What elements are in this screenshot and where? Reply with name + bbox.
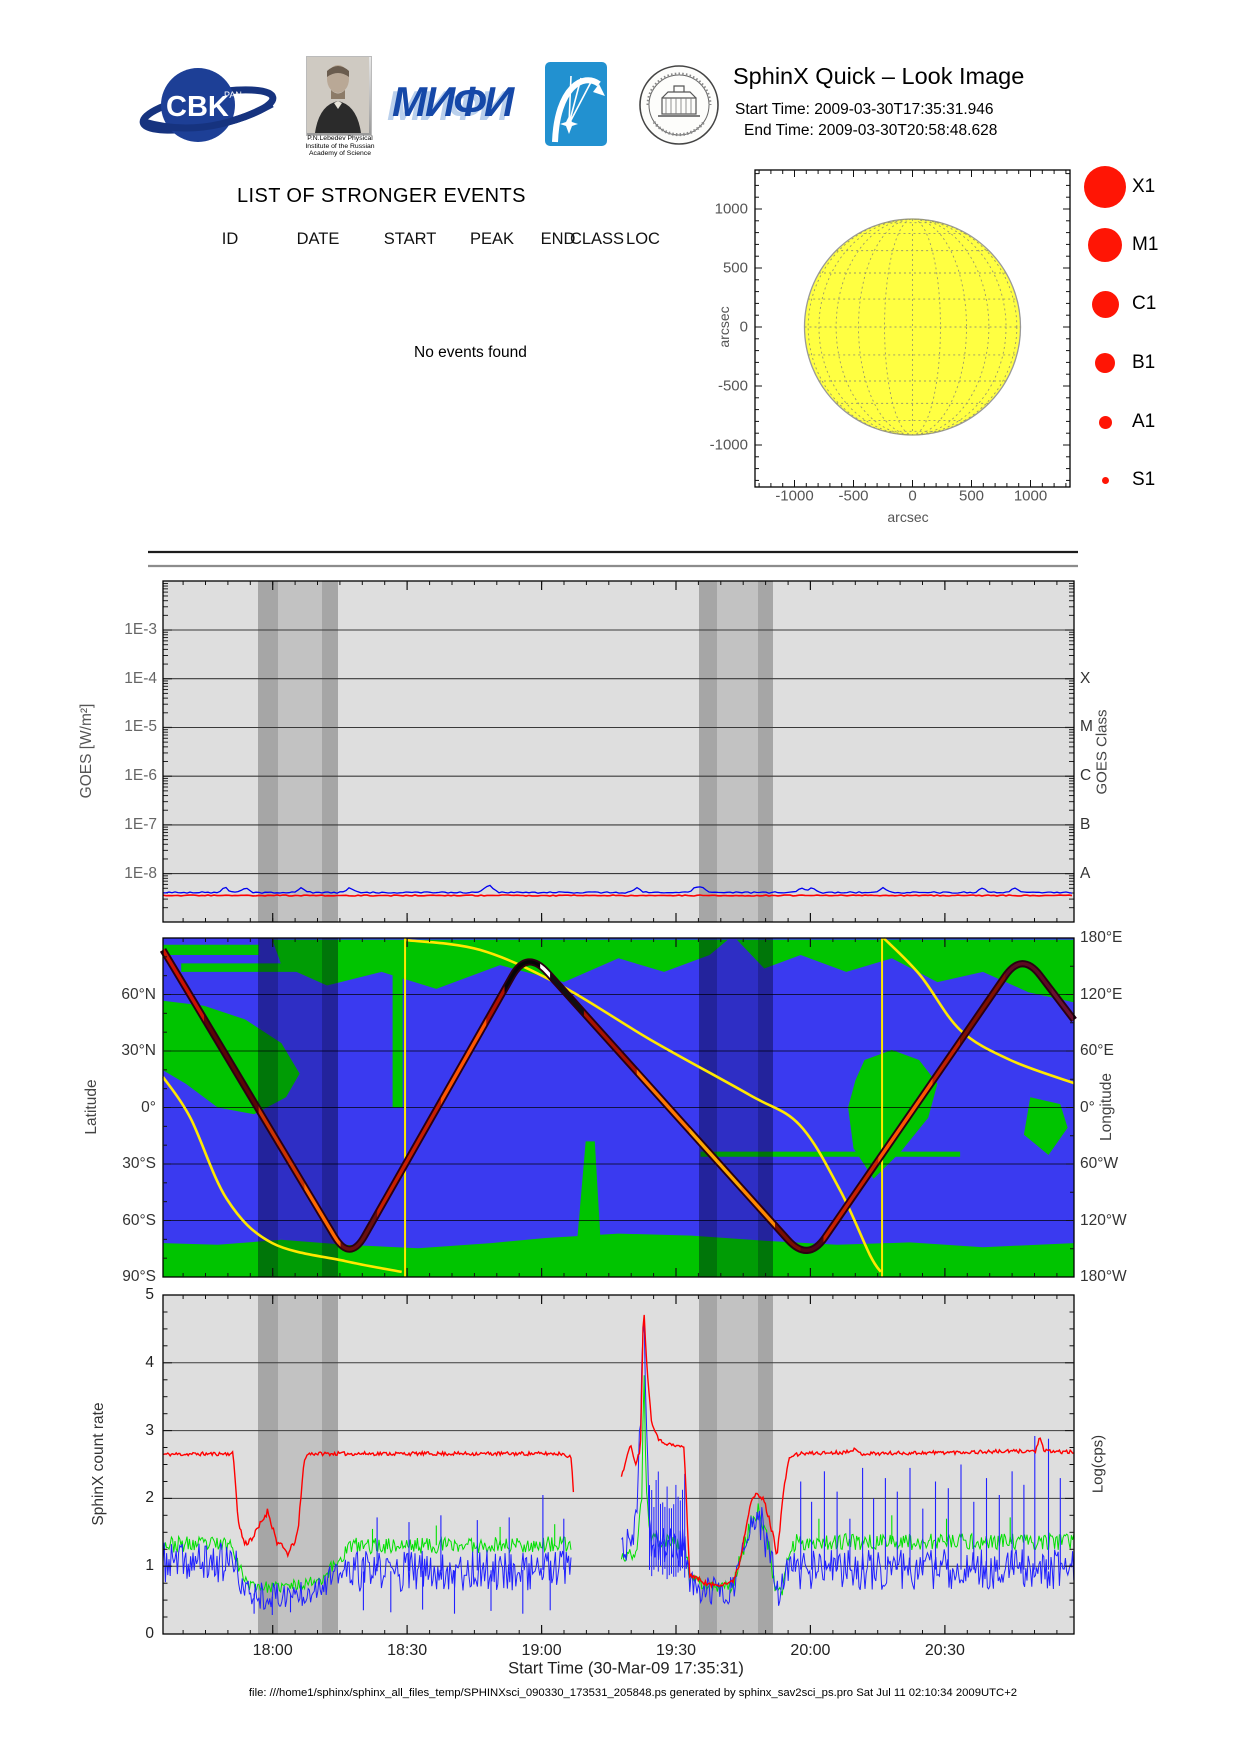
sun-y-axis-title: arcsec (716, 306, 732, 348)
flare-class-label-M1: M1 (1132, 234, 1159, 255)
map-lat-tick-label: 30°S (122, 1155, 156, 1172)
map-lat-tick-label: 60°S (122, 1211, 156, 1229)
rate-y-tick-label: 0 (145, 1625, 154, 1642)
flare-class-label-S1: S1 (1132, 469, 1156, 490)
rate-y-axis-title: SphinX count rate (90, 1402, 107, 1526)
map-lon-tick-label: 0° (1080, 1098, 1095, 1116)
goes-y-axis-title: GOES [W/m²] (78, 703, 95, 799)
events-column-end: END (540, 230, 576, 248)
map-lon-tick-label: 180°W (1080, 1268, 1127, 1285)
file-path-footer: file: ///home1/sphinx/sphinx_all_files_temp/SPHINXsci_090330_173531_205848.ps generated by sphinx_sav2sci_ps.pro Sat Jul 11 02:10:34 2009UTC+2 (248, 1687, 1018, 1699)
goes-class-tick-label: A (1080, 864, 1091, 882)
lebedev-caption-line3: Academy of Science (309, 150, 371, 158)
flare-class-circle-C1 (1092, 291, 1119, 318)
goes-class-tick-label: B (1080, 815, 1091, 833)
goes-y-tick-label: 1E-5 (124, 718, 157, 736)
flare-class-circle-S1 (1102, 477, 1109, 484)
goes-class-tick-label: X (1080, 669, 1091, 687)
goes-class-tick-label: C (1080, 767, 1092, 785)
flare-class-circle-X1 (1084, 166, 1126, 208)
start-time: Start Time: 2009-03-30T17:35:31.946 (735, 101, 994, 118)
map-lat-tick-label: 60°N (121, 985, 156, 1003)
events-list-title: LIST OF STRONGER EVENTS (237, 185, 526, 207)
map-lat-tick-label: 30°N (121, 1042, 156, 1059)
time-tick-label: 18:30 (387, 1642, 428, 1659)
sun-y-tick-label: -1000 (709, 436, 748, 454)
flare-class-circle-M1 (1088, 228, 1122, 262)
sun-x-tick-label: 1000 (1013, 487, 1048, 505)
flare-class-label-B1: B1 (1132, 352, 1156, 373)
events-empty-message: No events found (414, 344, 527, 361)
map-lon-tick-label: 120°E (1080, 985, 1123, 1003)
lebedev-caption-line2: Institute of the Russian (305, 142, 375, 150)
goes-class-tick-label: M (1080, 718, 1093, 736)
time-axis-title: Start Time (30-Mar-09 17:35:31) (508, 1659, 744, 1678)
goes-y-tick-label: 1E-6 (124, 767, 157, 785)
lebedev-caption-line1: P.N.Lebedev Physical (307, 135, 373, 142)
events-column-loc: LOC (626, 230, 660, 248)
time-tick-label: 19:30 (655, 1642, 697, 1659)
goes-y-tick-label: 1E-8 (124, 864, 157, 882)
flare-class-label-X1: X1 (1132, 176, 1156, 197)
flare-class-circle-A1 (1099, 416, 1112, 429)
map-longitude-axis-title: Longitude (1098, 1072, 1115, 1142)
map-lon-tick-label: 120°W (1080, 1211, 1127, 1229)
mifi-text: МИФИ (392, 78, 513, 125)
time-tick-label: 20:00 (790, 1642, 831, 1659)
rate-y-tick-label: 3 (145, 1421, 154, 1439)
cbk-sub-text: PAN (224, 90, 242, 100)
events-column-peak: PEAK (469, 230, 515, 248)
time-tick-label: 18:00 (252, 1642, 293, 1659)
rate-right-axis-title: Log(cps) (1089, 1434, 1107, 1494)
sun-x-tick-label: -1000 (775, 487, 814, 505)
sun-x-tick-label: 0 (908, 487, 917, 505)
goes-class-axis-title: GOES Class (1093, 709, 1111, 795)
goes-y-tick-label: 1E-7 (124, 815, 157, 833)
rate-y-tick-label: 5 (145, 1286, 154, 1303)
rate-y-tick-label: 2 (145, 1489, 154, 1507)
map-lon-tick-label: 60°W (1080, 1155, 1119, 1172)
goes-y-tick-label: 1E-3 (124, 621, 157, 639)
end-time: End Time: 2009-03-30T20:58:48.628 (744, 122, 998, 139)
sun-x-tick-label: -500 (838, 487, 869, 505)
map-lon-tick-label: 60°E (1080, 1042, 1114, 1059)
page-title: SphinX Quick – Look Image (733, 63, 1025, 89)
map-lat-tick-label: 90°S (122, 1268, 156, 1285)
goes-y-tick-label: 1E-4 (124, 669, 157, 687)
cbk-text: CBK (166, 91, 229, 123)
map-lat-tick-label: 0° (141, 1098, 156, 1116)
sun-y-tick-label: 0 (739, 318, 748, 336)
sun-x-axis-title: arcsec (887, 509, 929, 525)
events-column-start: START (383, 230, 437, 248)
rate-y-tick-label: 4 (145, 1353, 154, 1371)
map-lon-tick-label: 180°E (1080, 929, 1123, 946)
sun-y-tick-label: -500 (717, 377, 748, 395)
events-column-class: CLASS (569, 230, 625, 248)
flare-class-label-C1: C1 (1132, 293, 1157, 314)
flare-class-circle-B1 (1095, 353, 1115, 373)
time-tick-label: 19:00 (521, 1642, 562, 1659)
events-column-id: ID (221, 230, 239, 248)
sun-x-tick-label: 500 (958, 487, 985, 505)
rate-y-tick-label: 1 (145, 1557, 154, 1575)
sun-y-tick-label: 500 (722, 259, 748, 277)
flare-class-label-A1: A1 (1132, 411, 1156, 432)
sun-y-tick-label: 1000 (714, 200, 748, 218)
map-latitude-axis-title: Latitude (83, 1079, 100, 1135)
events-column-date: DATE (296, 230, 340, 248)
time-tick-label: 20:30 (924, 1642, 965, 1659)
